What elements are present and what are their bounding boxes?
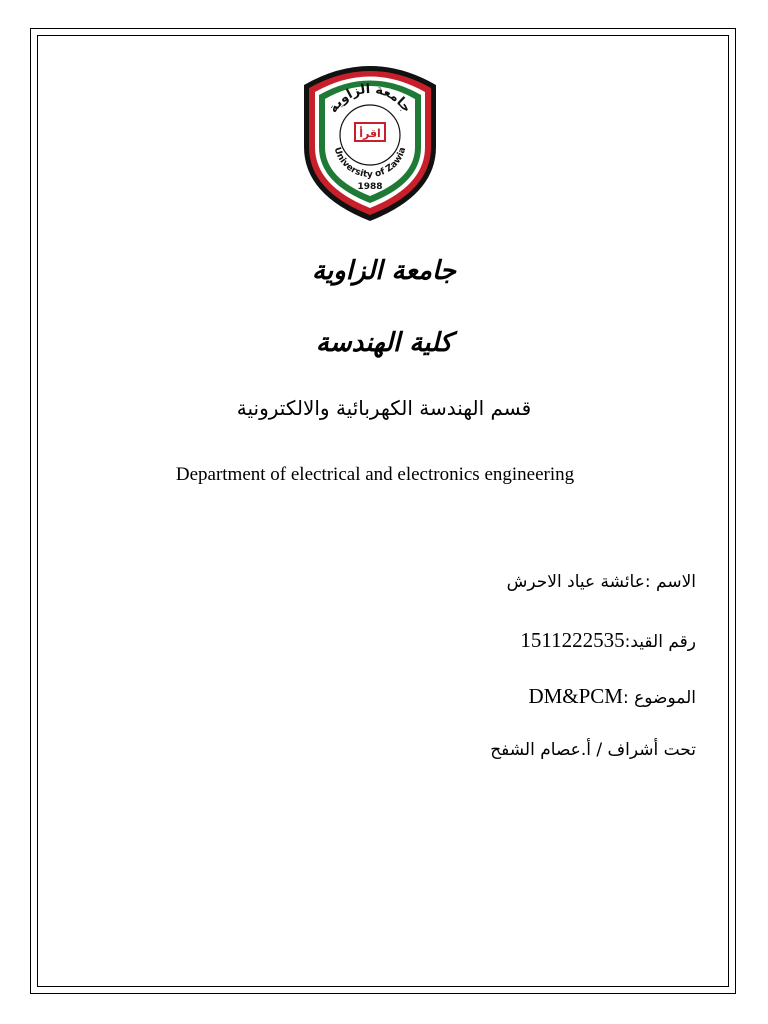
id-label: رقم القيد: bbox=[624, 632, 696, 652]
faculty-title: كلية الهندسة bbox=[315, 328, 453, 358]
student-name-row bbox=[507, 570, 696, 592]
name-value: عائشة عياد الاحرش bbox=[506, 572, 645, 592]
logo-arabic-name: جامعة الزاوية bbox=[325, 81, 415, 116]
id-value: 1511222535 bbox=[520, 628, 625, 652]
university-title: جامعة الزاوية bbox=[312, 256, 456, 286]
department-arabic: قسم الهندسة الكهربائية والالكترونية bbox=[236, 396, 532, 420]
student-id-row bbox=[520, 628, 696, 653]
logo-motto: اقرأ bbox=[359, 127, 381, 140]
supervisor-label: تحت أشراف / أ. bbox=[580, 740, 696, 760]
university-logo bbox=[300, 55, 440, 223]
subject-label: الموضوع : bbox=[622, 688, 696, 708]
supervisor-row bbox=[490, 738, 696, 760]
logo-year: 1988 bbox=[357, 182, 383, 192]
name-label: الاسم : bbox=[644, 572, 696, 592]
logo-english-name: University of Zawia bbox=[331, 146, 409, 181]
supervisor-value: عصام الشفح bbox=[490, 740, 581, 760]
department-english: Department of electrical and electronics engineering bbox=[175, 464, 575, 485]
subject-value: DM&PCM bbox=[528, 684, 623, 708]
subject-row bbox=[528, 684, 696, 709]
